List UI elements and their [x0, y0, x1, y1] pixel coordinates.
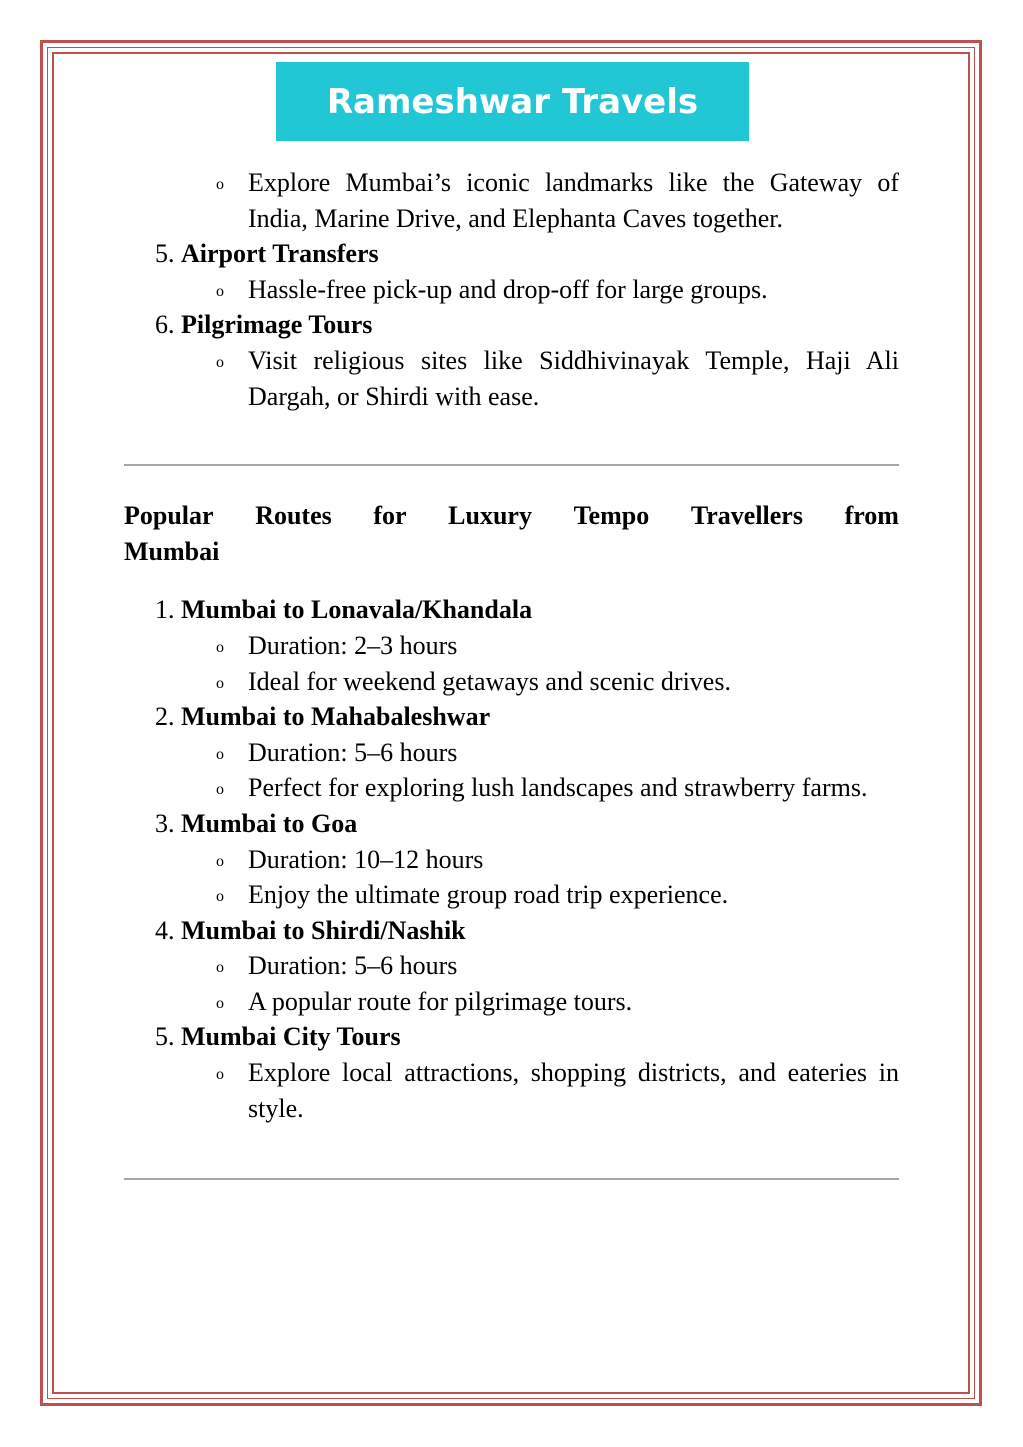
- list-item-title: Pilgrimage Tours: [181, 310, 373, 340]
- document-content: [124, 165, 899, 1180]
- list-subitem: [124, 165, 899, 236]
- rameshwar-travels-logo: [276, 62, 749, 141]
- numbered-list-item: [124, 913, 899, 949]
- list-number: 5.: [155, 1022, 175, 1052]
- list-subitem: [124, 770, 899, 806]
- numbered-list-item: [124, 592, 899, 628]
- list-subitem: [124, 984, 899, 1020]
- subitem-text: A popular route for pilgrimage tours.: [248, 986, 633, 1016]
- list-subitem: [124, 735, 899, 771]
- section-divider-bottom: [124, 1178, 899, 1180]
- heading-word: from: [844, 501, 899, 531]
- hollow-bullet-icon: o: [216, 638, 224, 656]
- subitem-text: Enjoy the ultimate group road trip experience.: [248, 880, 729, 910]
- heading-word: Luxury: [448, 501, 532, 531]
- hollow-bullet-icon: o: [216, 852, 224, 870]
- numbered-list-item: [124, 307, 899, 343]
- list-item-title: Airport Transfers: [181, 239, 379, 269]
- numbered-list-item: [124, 1019, 899, 1055]
- logo-text: Rameshwar Travels: [326, 81, 699, 122]
- list-number: 3.: [155, 808, 175, 838]
- services-list: [124, 236, 899, 414]
- list-number: 6.: [155, 310, 175, 340]
- routes-list: [124, 592, 899, 1126]
- hollow-bullet-icon: o: [216, 1066, 224, 1084]
- hollow-bullet-icon: o: [216, 674, 224, 692]
- subitem-text: Ideal for weekend getaways and scenic drives.: [248, 666, 731, 696]
- heading-word: for: [373, 501, 407, 531]
- list-number: 5.: [155, 239, 175, 269]
- list-subitem: [124, 842, 899, 878]
- heading-word: Popular: [124, 501, 214, 531]
- subitem-text: Perfect for exploring lush landscapes and strawberry farms.: [248, 773, 868, 803]
- list-item-title: Mumbai to Goa: [181, 808, 358, 838]
- heading-word: Travellers: [690, 501, 803, 531]
- numbered-list-item: [124, 236, 899, 272]
- list-number: 1.: [155, 595, 175, 625]
- list-subitem: [124, 948, 899, 984]
- list-number: 4.: [155, 915, 175, 945]
- subitem-text: Duration: 5–6 hours: [248, 737, 458, 767]
- list-subitem: [124, 664, 899, 700]
- hollow-bullet-icon: o: [216, 781, 224, 799]
- hollow-bullet-icon: o: [216, 959, 224, 977]
- subitem-text: Hassle-free pick-up and drop-off for large groups.: [248, 274, 768, 304]
- numbered-list-item: [124, 699, 899, 735]
- subitem-text: Duration: 5–6 hours: [248, 951, 458, 981]
- subitem-text: Visit religious sites like Siddhivinayak Temple, Haji Ali Dargah, or Shirdi with ease.: [248, 345, 899, 411]
- list-subitem: [124, 343, 899, 414]
- list-item-title: Mumbai to Shirdi/Nashik: [181, 915, 466, 945]
- subitem-text: Explore Mumbai’s iconic landmarks like the Gateway of India, Marine Drive, and Elephanta Caves together.: [248, 168, 899, 233]
- list-subitem: [124, 1055, 899, 1126]
- numbered-list-item: [124, 806, 899, 842]
- heading-word: Tempo: [573, 501, 650, 531]
- list-subitem: [124, 272, 899, 308]
- routes-heading-line-1: [124, 498, 899, 534]
- list-item-title: Mumbai to Mahabaleshwar: [181, 702, 491, 732]
- list-number: 2.: [155, 702, 175, 732]
- routes-heading-line-2: Mumbai: [124, 536, 220, 566]
- hollow-bullet-icon: o: [216, 353, 224, 371]
- hollow-bullet-icon: o: [216, 994, 224, 1012]
- subitem-text: Duration: 2–3 hours: [248, 630, 458, 660]
- hollow-bullet-icon: o: [216, 745, 224, 763]
- hollow-bullet-icon: o: [216, 282, 224, 300]
- list-item-title: Mumbai City Tours: [181, 1022, 401, 1052]
- hollow-bullet-icon: o: [216, 176, 224, 193]
- list-subitem: [124, 877, 899, 913]
- heading-word: Routes: [255, 501, 332, 531]
- hollow-bullet-icon: o: [216, 888, 224, 906]
- subitem-text: Explore local attractions, shopping districts, and eateries in style.: [248, 1058, 899, 1123]
- routes-heading: [124, 498, 899, 569]
- list-subitem: [124, 628, 899, 664]
- subitem-text: Duration: 10–12 hours: [248, 844, 484, 874]
- list-item-title: Mumbai to Lonavala/Khandala: [181, 595, 533, 625]
